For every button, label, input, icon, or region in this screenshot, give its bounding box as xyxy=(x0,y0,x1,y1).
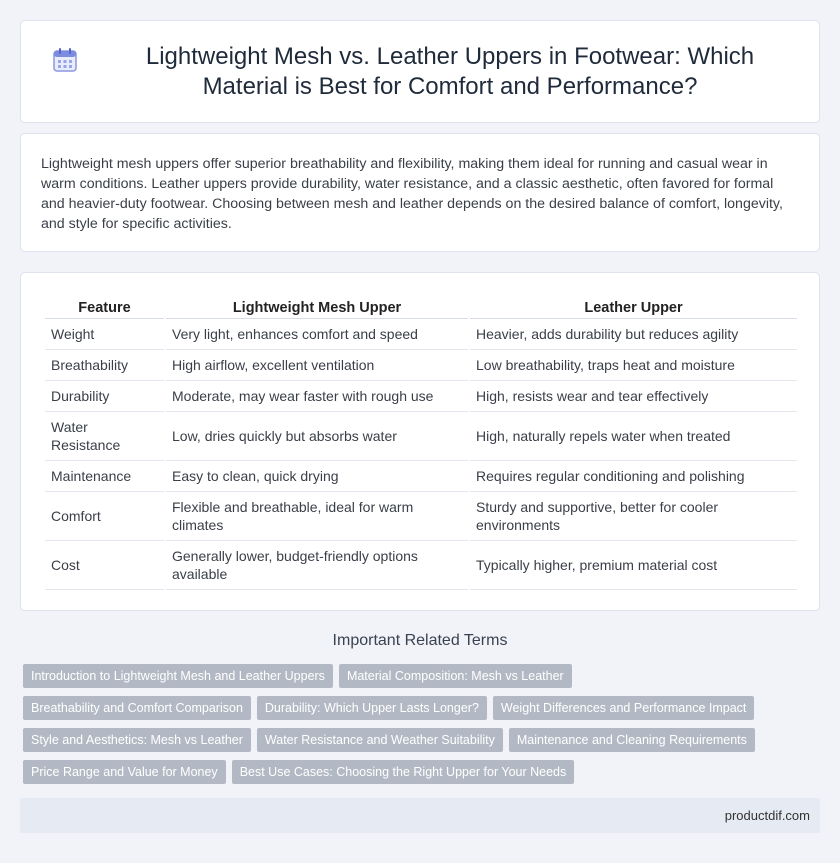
header-leather: Leather Upper xyxy=(470,297,797,319)
header-feature: Feature xyxy=(45,297,164,319)
related-tag[interactable]: Style and Aesthetics: Mesh vs Leather xyxy=(23,728,251,752)
table-row xyxy=(45,350,797,381)
cell-mesh: Very light, enhances comfort and speed xyxy=(166,319,468,350)
related-terms-list xyxy=(23,664,803,784)
cell-leather: Low breathability, traps heat and moisture xyxy=(470,350,797,381)
cell-leather: Heavier, adds durability but reduces agility xyxy=(470,319,797,350)
footer-bar xyxy=(20,798,820,833)
cell-leather: Requires regular conditioning and polishing xyxy=(470,461,797,492)
cell-feature: Durability xyxy=(45,381,164,412)
header-mesh: Lightweight Mesh Upper xyxy=(166,297,468,319)
table-row xyxy=(45,541,797,590)
related-tag[interactable]: Best Use Cases: Choosing the Right Upper for Your Needs xyxy=(232,760,575,784)
table-row xyxy=(45,461,797,492)
cell-mesh: Generally lower, budget-friendly options available xyxy=(166,541,468,590)
footer-site-link[interactable]: productdif.com xyxy=(724,808,810,823)
related-tag[interactable]: Water Resistance and Weather Suitability xyxy=(257,728,503,752)
cell-mesh: High airflow, excellent ventilation xyxy=(166,350,468,381)
cell-feature: Breathability xyxy=(45,350,164,381)
related-tag[interactable]: Durability: Which Upper Lasts Longer? xyxy=(257,696,487,720)
related-tag[interactable]: Material Composition: Mesh vs Leather xyxy=(339,664,572,688)
intro-card xyxy=(20,133,820,252)
related-tag[interactable]: Weight Differences and Performance Impact xyxy=(493,696,755,720)
cell-leather: High, naturally repels water when treated xyxy=(470,412,797,461)
cell-leather: Sturdy and supportive, better for cooler environments xyxy=(470,492,797,541)
related-tag[interactable]: Breathability and Comfort Comparison xyxy=(23,696,251,720)
table-row xyxy=(45,492,797,541)
cell-feature: Cost xyxy=(45,541,164,590)
cell-leather: Typically higher, premium material cost xyxy=(470,541,797,590)
table-row xyxy=(45,381,797,412)
table-row xyxy=(45,319,797,350)
page-title: Lightweight Mesh vs. Leather Uppers in Footwear: Which Material is Best for Comfort and Performance? xyxy=(145,42,755,100)
cell-mesh: Flexible and breathable, ideal for warm climates xyxy=(166,492,468,541)
cell-feature: Water Resistance xyxy=(45,412,164,461)
cell-mesh: Easy to clean, quick drying xyxy=(166,461,468,492)
table-row xyxy=(45,412,797,461)
cell-mesh: Low, dries quickly but absorbs water xyxy=(166,412,468,461)
cell-leather: High, resists wear and tear effectively xyxy=(470,381,797,412)
cell-feature: Weight xyxy=(45,319,164,350)
related-tag[interactable]: Introduction to Lightweight Mesh and Leather Uppers xyxy=(23,664,333,688)
comparison-table-card xyxy=(20,272,820,611)
cell-feature: Maintenance xyxy=(45,461,164,492)
cell-mesh: Moderate, may wear faster with rough use xyxy=(166,381,468,412)
calendar-icon xyxy=(51,46,79,74)
comparison-table xyxy=(43,297,799,590)
intro-paragraph: Lightweight mesh uppers offer superior breathability and flexibility, making them ideal for running and casual wear in warm conditions. Leather uppers provide durability, water resistance, and a classic aesthetic, often favored for formal and heavier-duty footwear. Choosing between mesh and leather depends on the desired balance of comfort, longevity, and style for specific activities. xyxy=(41,156,783,232)
cell-feature: Comfort xyxy=(45,492,164,541)
table-header-row xyxy=(45,297,797,319)
header-card xyxy=(20,20,820,123)
related-tag[interactable]: Maintenance and Cleaning Requirements xyxy=(509,728,755,752)
related-terms-title: Important Related Terms xyxy=(332,632,508,649)
related-tag[interactable]: Price Range and Value for Money xyxy=(23,760,226,784)
